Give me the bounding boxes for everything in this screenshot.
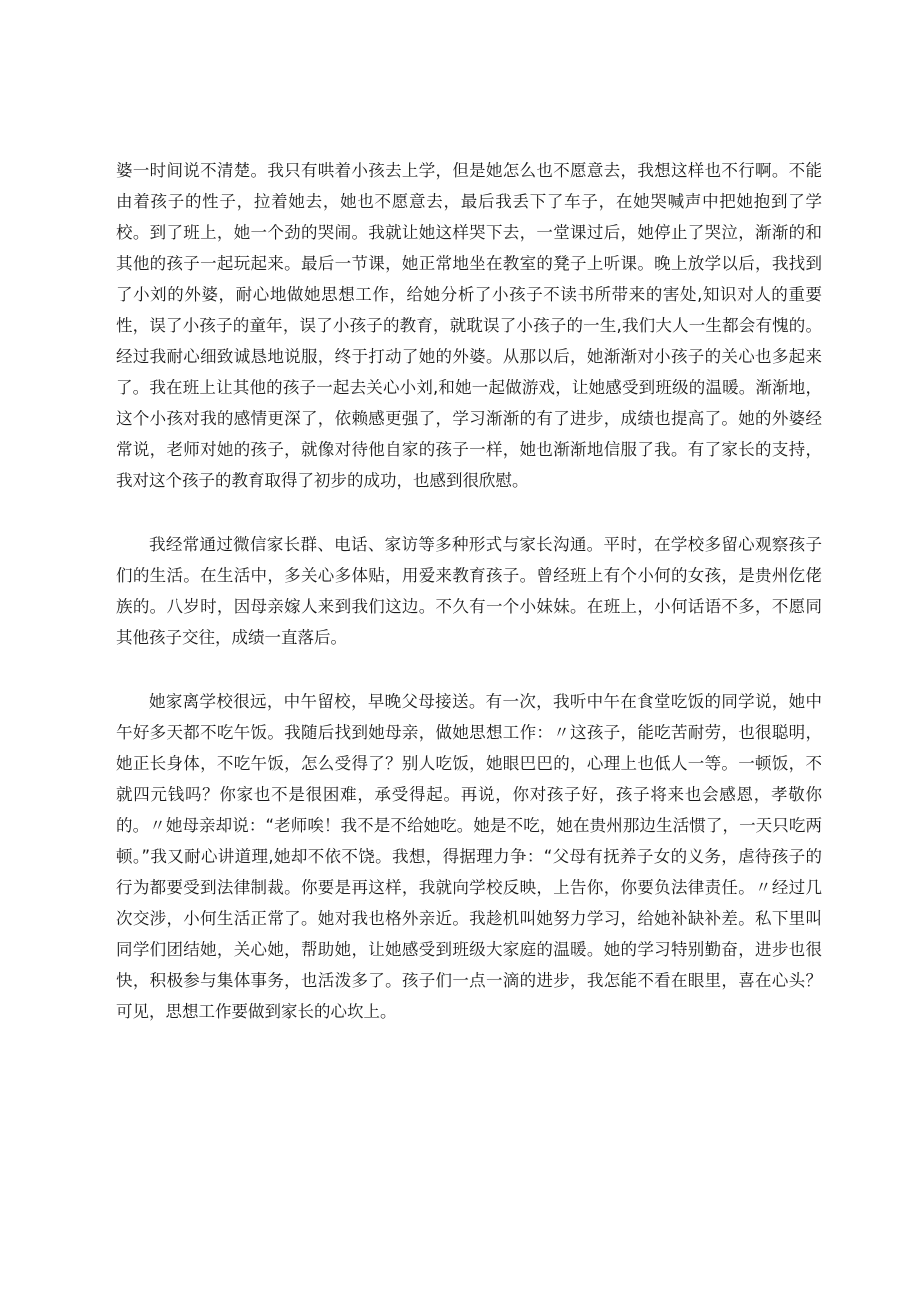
document-body	[116, 155, 822, 1027]
paragraph-1: 婆一时间说不清楚。我只有哄着小孩去上学，但是她怎么也不愿意去，我想这样也不行啊。不能由着孩子的性子，拉着她去，她也不愿意去，最后我丢下了车子，在她哭喊声中把她抱到了学校。到了班上，她一个劲的哭闹。我就让她这样哭下去，一堂课过后，她停止了哭泣，渐渐的和其他的孩子一起玩起来。最后一节课，她正常地坐在教室的凳子上听课。晚上放学以后，我找到了小刘的外婆，耐心地做她思想工作，给她分析了小孩子不读书所带来的害处,知识对人的重要性，误了小孩子的童年，误了小孩子的教育，就耽误了小孩子的一生,我们大人一生都会有愧的。经过我耐心细致诚恳地说服，终于打动了她的外婆。从那以后，她渐渐对小孩子的关心也多起来了。我在班上让其他的孩子一起去关心小刘,和她一起做游戏，让她感受到班级的温暖。渐渐地，这个小孩对我的感情更深了，依赖感更强了，学习渐渐的有了进步，成绩也提高了。她的外婆经常说，老师对她的孩子，就像对待他自家的孩子一样，她也渐渐地信服了我。有了家长的支持，我对这个孩子的教育取得了初步的成功，也感到很欣慰。	[116, 161, 822, 490]
paragraph-3: 她家离学校很远，中午留校，早晚父母接送。有一次，我听中午在食堂吃饭的同学说，她中午好多天都不吃午饭。我随后找到她母亲，做她思想工作：〃这孩子，能吃苦耐劳，也很聪明，她正长身体，不吃午饭，怎么受得了？别人吃饭，她眼巴巴的，心理上也低人一等。一顿饭，不就四元钱吗？你家也不是很困难，承受得起。再说，你对孩子好，孩子将来也会感恩，孝敬你的。〃她母亲却说：“老师唉！我不是不给她吃。她是不吃，她在贵州那边生活惯了，一天只吃两顿。”我又耐心讲道理,她却不依不饶。我想，得据理力争：“父母有抚养子女的义务，虐待孩子的行为都要受到法律制裁。你要是再这样，我就向学校反映，上告你，你要负法律责任。〃经过几次交涉，小何生活正常了。她对我也格外亲近。我趁机叫她努力学习，给她补缺补差。私下里叫同学们团结她，关心她，帮助她，让她感受到班级大家庭的温暖。她的学习特别勤奋，进步也很快，积极参与集体事务，也活泼多了。孩子们一点一滴的进步，我怎能不看在眼里，喜在心头？可见，思想工作要做到家长的心坎上。	[116, 692, 822, 1021]
paragraph-2: 我经常通过微信家长群、电话、家访等多种形式与家长沟通。平时，在学校多留心观察孩子们的生活。在生活中，多关心多体贴，用爱来教育孩子。曾经班上有个小何的女孩，是贵州仡佬族的。八岁时，因母亲嫁人来到我们这边。不久有一个小妹妹。在班上，小何话语不多，不愿同其他孩子交往，成绩一直落后。	[116, 535, 822, 647]
